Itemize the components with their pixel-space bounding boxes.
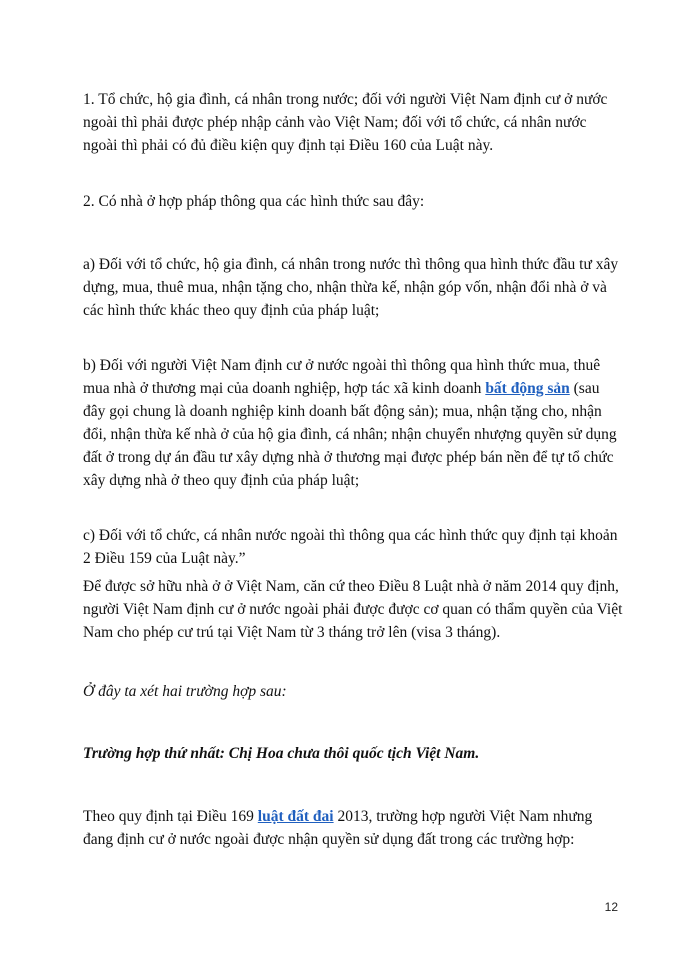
paragraph-b-text-2: (sau đây gọi chung là doanh nghiệp kinh doanh bất động sản); mua, nhận tặng cho, nhận đổi, nhận thừa kế nhà ở của hộ gia đình, cá nhân; nhận chuyển nhượng quyền sử dụng đất ở trong dự án đầu tư xây dựng nhà ở thương mại được phép bán nền để tự tổ chức xây dựng nhà ở theo quy định của pháp luật;	[83, 380, 617, 489]
luat-dat-dai-link[interactable]: luật đất đai	[257, 808, 334, 825]
page-number: 12	[604, 900, 618, 914]
paragraph-1: 1. Tổ chức, hộ gia đình, cá nhân trong nước; đối với người Việt Nam định cư ở nước ngoài thì phải được phép nhập cảnh vào Việt Nam; đối với tổ chức, cá nhân nước ngoài thì phải có đủ điều kiện quy định tại Điều 160 của Luật này.	[83, 91, 608, 154]
paragraph-b-text-1: b) Đối với người Việt Nam định cư ở nước ngoài thì thông qua hình thức mua, thuê mua nhà ở thương mại của doanh nghiệp, hợp tác xã kinh doanh	[83, 357, 601, 397]
paragraph-b	[83, 354, 623, 492]
paragraph-2: 2. Có nhà ở hợp pháp thông qua các hình thức sau đây:	[83, 193, 425, 210]
paragraph-c: c) Đối với tổ chức, cá nhân nước ngoài thì thông qua các hình thức quy định tại khoản 2 Điều 159 của Luật này.”	[83, 527, 618, 567]
article-169-text-2: 2013, trường hợp người Việt Nam nhưng đang định cư ở nước ngoài được nhận quyền sử dụng đất trong các trường hợp:	[83, 808, 593, 848]
paragraph-cases-intro: Ở đây ta xét hai trường hợp sau:	[83, 683, 287, 700]
bat-dong-san-link[interactable]: bất động sản	[485, 380, 570, 397]
case-one-heading: Trường hợp thứ nhất: Chị Hoa chưa thôi quốc tịch Việt Nam.	[83, 745, 480, 762]
paragraph-article-169	[83, 805, 623, 851]
paragraph-a: a) Đối với tổ chức, hộ gia đình, cá nhân trong nước thì thông qua hình thức đầu tư xây dựng, mua, thuê mua, nhận tặng cho, nhận thừa kế, nhận góp vốn, nhận đổi nhà ở và các hình thức khác theo quy định của pháp luật;	[83, 256, 619, 319]
article-169-text-1: Theo quy định tại Điều 169	[83, 808, 258, 825]
paragraph-visa: Để được sở hữu nhà ở ở Việt Nam, căn cứ theo Điều 8 Luật nhà ở năm 2014 quy định, người Việt Nam định cư ở nước ngoài phải được được cơ quan có thẩm quyền của Việt Nam cho phép cư trú tại Việt Nam từ 3 tháng trở lên (visa 3 tháng).	[83, 578, 623, 641]
